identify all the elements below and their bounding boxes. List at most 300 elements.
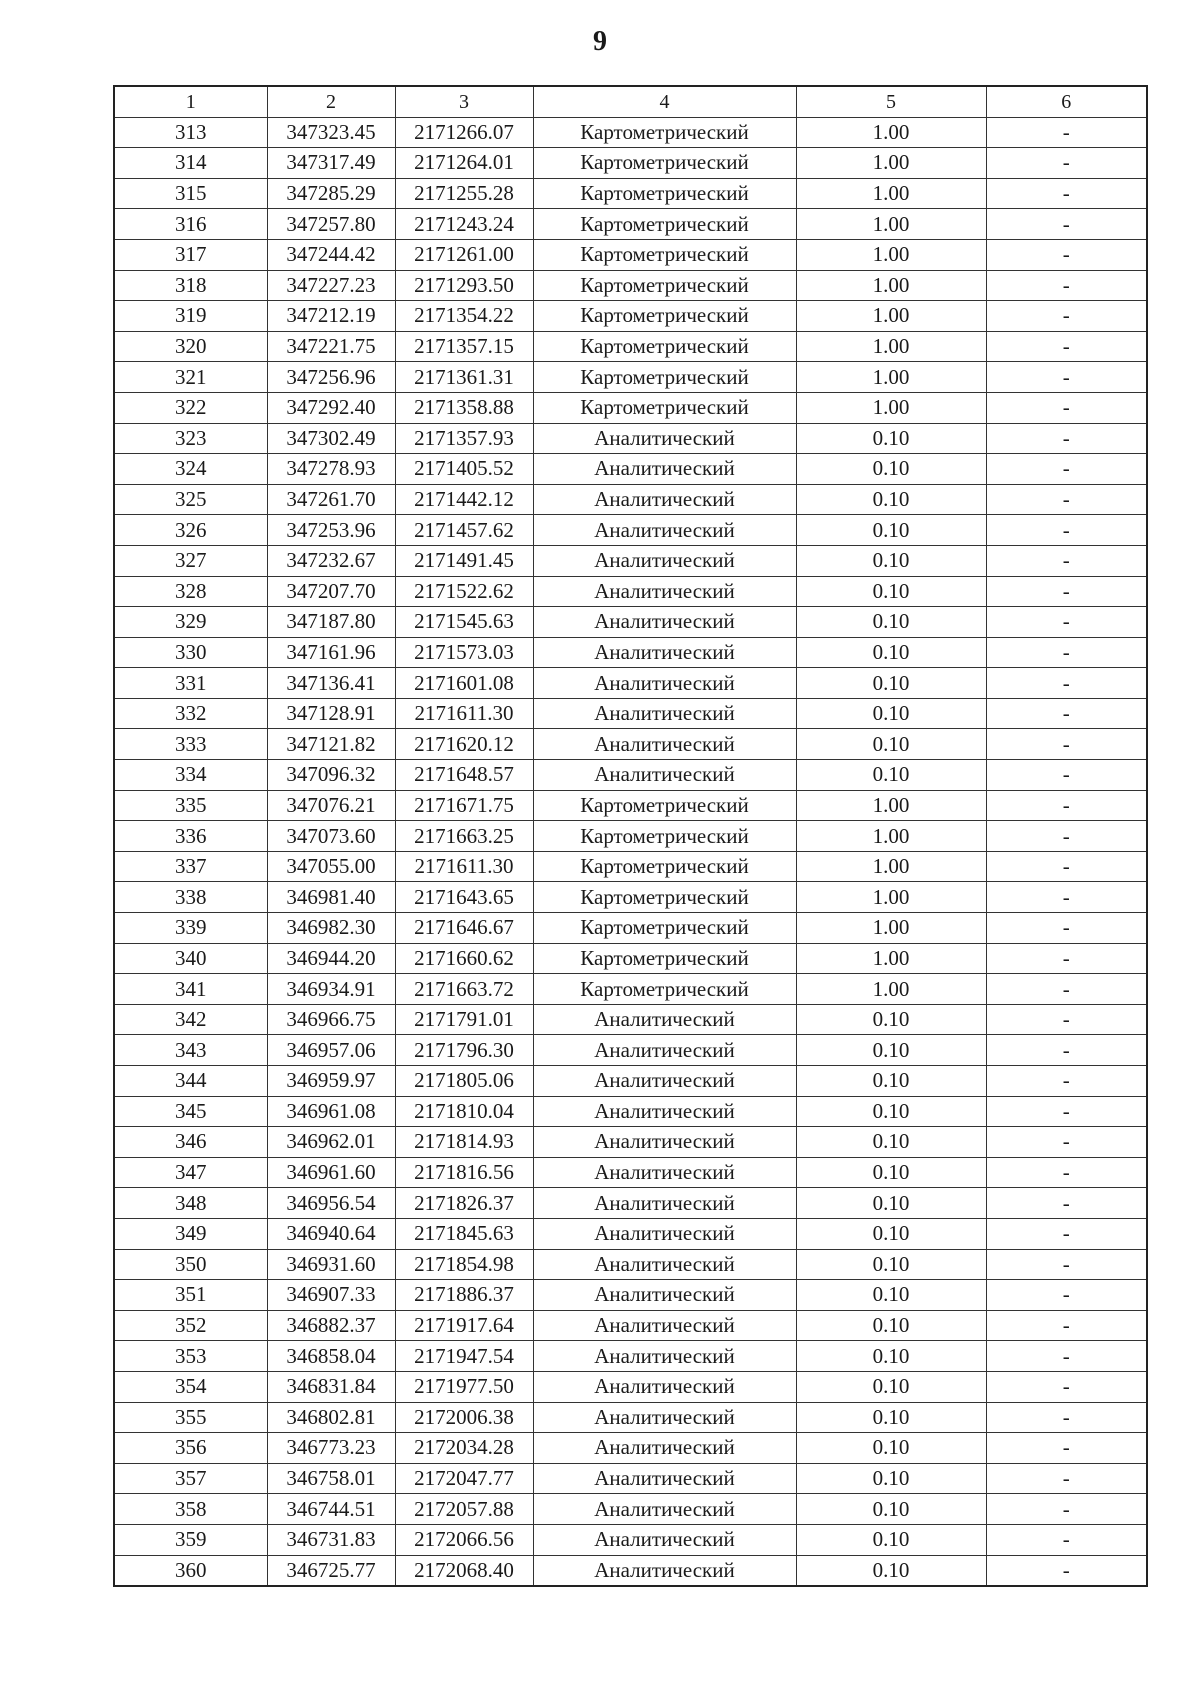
y-coordinate-cell: 2172034.28 — [395, 1433, 533, 1464]
x-coordinate-cell: 347076.21 — [267, 790, 395, 821]
method-cell: Картометрический — [533, 331, 796, 362]
accuracy-cell: 0.10 — [796, 1524, 986, 1555]
description-cell: - — [986, 1280, 1147, 1311]
method-cell: Аналитический — [533, 1463, 796, 1494]
x-coordinate-cell: 347212.19 — [267, 301, 395, 332]
x-coordinate-cell: 347278.93 — [267, 454, 395, 485]
accuracy-cell: 0.10 — [796, 1402, 986, 1433]
point-number-cell: 348 — [114, 1188, 267, 1219]
point-number-cell: 350 — [114, 1249, 267, 1280]
description-cell: - — [986, 698, 1147, 729]
x-coordinate-cell: 347244.42 — [267, 239, 395, 270]
x-coordinate-cell: 347285.29 — [267, 178, 395, 209]
accuracy-cell: 1.00 — [796, 239, 986, 270]
x-coordinate-cell: 347136.41 — [267, 668, 395, 699]
x-coordinate-cell: 346907.33 — [267, 1280, 395, 1311]
accuracy-cell: 0.10 — [796, 1433, 986, 1464]
accuracy-cell: 0.10 — [796, 1066, 986, 1097]
accuracy-cell: 0.10 — [796, 668, 986, 699]
table-row — [114, 1066, 1147, 1097]
accuracy-cell: 1.00 — [796, 790, 986, 821]
accuracy-cell: 0.10 — [796, 1494, 986, 1525]
table-row — [114, 943, 1147, 974]
accuracy-cell: 1.00 — [796, 362, 986, 393]
description-cell: - — [986, 1371, 1147, 1402]
y-coordinate-cell: 2171791.01 — [395, 1004, 533, 1035]
coordinates-table — [113, 85, 1148, 1587]
y-coordinate-cell: 2171648.57 — [395, 760, 533, 791]
column-header: 3 — [395, 86, 533, 117]
x-coordinate-cell: 347256.96 — [267, 362, 395, 393]
y-coordinate-cell: 2171620.12 — [395, 729, 533, 760]
point-number-cell: 319 — [114, 301, 267, 332]
description-cell: - — [986, 1188, 1147, 1219]
description-cell: - — [986, 882, 1147, 913]
table-row — [114, 239, 1147, 270]
y-coordinate-cell: 2171261.00 — [395, 239, 533, 270]
accuracy-cell: 0.10 — [796, 1463, 986, 1494]
description-cell: - — [986, 454, 1147, 485]
description-cell: - — [986, 913, 1147, 944]
method-cell: Аналитический — [533, 515, 796, 546]
x-coordinate-cell: 346966.75 — [267, 1004, 395, 1035]
method-cell: Картометрический — [533, 974, 796, 1005]
accuracy-cell: 1.00 — [796, 392, 986, 423]
table-row — [114, 1371, 1147, 1402]
y-coordinate-cell: 2171816.56 — [395, 1157, 533, 1188]
accuracy-cell: 0.10 — [796, 1004, 986, 1035]
y-coordinate-cell: 2171522.62 — [395, 576, 533, 607]
table-row — [114, 1249, 1147, 1280]
y-coordinate-cell: 2171611.30 — [395, 698, 533, 729]
x-coordinate-cell: 347121.82 — [267, 729, 395, 760]
x-coordinate-cell: 347221.75 — [267, 331, 395, 362]
x-coordinate-cell: 346940.64 — [267, 1218, 395, 1249]
column-header: 4 — [533, 86, 796, 117]
point-number-cell: 358 — [114, 1494, 267, 1525]
description-cell: - — [986, 1402, 1147, 1433]
y-coordinate-cell: 2172006.38 — [395, 1402, 533, 1433]
accuracy-cell: 1.00 — [796, 301, 986, 332]
y-coordinate-cell: 2171491.45 — [395, 545, 533, 576]
table-row — [114, 1096, 1147, 1127]
method-cell: Аналитический — [533, 729, 796, 760]
table-row — [114, 1188, 1147, 1219]
method-cell: Картометрический — [533, 882, 796, 913]
x-coordinate-cell: 346957.06 — [267, 1035, 395, 1066]
column-header: 5 — [796, 86, 986, 117]
table-row — [114, 1310, 1147, 1341]
point-number-cell: 314 — [114, 148, 267, 179]
method-cell: Аналитический — [533, 545, 796, 576]
description-cell: - — [986, 362, 1147, 393]
table-row — [114, 1555, 1147, 1586]
y-coordinate-cell: 2171646.67 — [395, 913, 533, 944]
description-cell: - — [986, 1066, 1147, 1097]
point-number-cell: 345 — [114, 1096, 267, 1127]
description-cell: - — [986, 760, 1147, 791]
table-row — [114, 1004, 1147, 1035]
y-coordinate-cell: 2171663.25 — [395, 821, 533, 852]
point-number-cell: 352 — [114, 1310, 267, 1341]
x-coordinate-cell: 346725.77 — [267, 1555, 395, 1586]
point-number-cell: 340 — [114, 943, 267, 974]
accuracy-cell: 0.10 — [796, 1127, 986, 1158]
accuracy-cell: 0.10 — [796, 607, 986, 638]
method-cell: Аналитический — [533, 423, 796, 454]
table-row — [114, 1280, 1147, 1311]
x-coordinate-cell: 346731.83 — [267, 1524, 395, 1555]
method-cell: Аналитический — [533, 1004, 796, 1035]
x-coordinate-cell: 346961.08 — [267, 1096, 395, 1127]
point-number-cell: 351 — [114, 1280, 267, 1311]
point-number-cell: 355 — [114, 1402, 267, 1433]
method-cell: Картометрический — [533, 943, 796, 974]
table-row — [114, 392, 1147, 423]
accuracy-cell: 1.00 — [796, 943, 986, 974]
description-cell: - — [986, 851, 1147, 882]
description-cell: - — [986, 1463, 1147, 1494]
accuracy-cell: 1.00 — [796, 178, 986, 209]
x-coordinate-cell: 347261.70 — [267, 484, 395, 515]
description-cell: - — [986, 790, 1147, 821]
y-coordinate-cell: 2171357.93 — [395, 423, 533, 454]
accuracy-cell: 1.00 — [796, 209, 986, 240]
description-cell: - — [986, 943, 1147, 974]
description-cell: - — [986, 239, 1147, 270]
table-body — [114, 117, 1147, 1586]
table-row — [114, 1127, 1147, 1158]
point-number-cell: 320 — [114, 331, 267, 362]
table-row — [114, 607, 1147, 638]
y-coordinate-cell: 2171457.62 — [395, 515, 533, 546]
x-coordinate-cell: 347257.80 — [267, 209, 395, 240]
y-coordinate-cell: 2172068.40 — [395, 1555, 533, 1586]
accuracy-cell: 0.10 — [796, 515, 986, 546]
point-number-cell: 337 — [114, 851, 267, 882]
accuracy-cell: 0.10 — [796, 1188, 986, 1219]
x-coordinate-cell: 346934.91 — [267, 974, 395, 1005]
table-row — [114, 423, 1147, 454]
point-number-cell: 333 — [114, 729, 267, 760]
description-cell: - — [986, 1494, 1147, 1525]
description-cell: - — [986, 607, 1147, 638]
accuracy-cell: 0.10 — [796, 454, 986, 485]
point-number-cell: 339 — [114, 913, 267, 944]
method-cell: Картометрический — [533, 790, 796, 821]
table-header-row — [114, 86, 1147, 117]
method-cell: Картометрический — [533, 913, 796, 944]
table-row — [114, 729, 1147, 760]
table-row — [114, 178, 1147, 209]
y-coordinate-cell: 2171977.50 — [395, 1371, 533, 1402]
x-coordinate-cell: 346802.81 — [267, 1402, 395, 1433]
description-cell: - — [986, 1524, 1147, 1555]
y-coordinate-cell: 2171545.63 — [395, 607, 533, 638]
point-number-cell: 332 — [114, 698, 267, 729]
method-cell: Картометрический — [533, 851, 796, 882]
x-coordinate-cell: 347187.80 — [267, 607, 395, 638]
point-number-cell: 359 — [114, 1524, 267, 1555]
y-coordinate-cell: 2171660.62 — [395, 943, 533, 974]
method-cell: Аналитический — [533, 1310, 796, 1341]
point-number-cell: 349 — [114, 1218, 267, 1249]
accuracy-cell: 1.00 — [796, 331, 986, 362]
accuracy-cell: 0.10 — [796, 1371, 986, 1402]
table-row — [114, 270, 1147, 301]
table-row — [114, 1341, 1147, 1372]
y-coordinate-cell: 2171947.54 — [395, 1341, 533, 1372]
accuracy-cell: 0.10 — [796, 1341, 986, 1372]
point-number-cell: 328 — [114, 576, 267, 607]
description-cell: - — [986, 1341, 1147, 1372]
table-row — [114, 1524, 1147, 1555]
x-coordinate-cell: 347317.49 — [267, 148, 395, 179]
description-cell: - — [986, 148, 1147, 179]
x-coordinate-cell: 346961.60 — [267, 1157, 395, 1188]
table-row — [114, 331, 1147, 362]
y-coordinate-cell: 2171358.88 — [395, 392, 533, 423]
description-cell: - — [986, 1004, 1147, 1035]
x-coordinate-cell: 347128.91 — [267, 698, 395, 729]
table-row — [114, 1433, 1147, 1464]
method-cell: Аналитический — [533, 1066, 796, 1097]
table-row — [114, 760, 1147, 791]
column-header: 6 — [986, 86, 1147, 117]
table-row — [114, 362, 1147, 393]
y-coordinate-cell: 2171854.98 — [395, 1249, 533, 1280]
method-cell: Картометрический — [533, 239, 796, 270]
y-coordinate-cell: 2171293.50 — [395, 270, 533, 301]
y-coordinate-cell: 2171814.93 — [395, 1127, 533, 1158]
description-cell: - — [986, 392, 1147, 423]
table-row — [114, 913, 1147, 944]
y-coordinate-cell: 2171255.28 — [395, 178, 533, 209]
method-cell: Аналитический — [533, 760, 796, 791]
method-cell: Аналитический — [533, 1127, 796, 1158]
method-cell: Аналитический — [533, 668, 796, 699]
accuracy-cell: 0.10 — [796, 698, 986, 729]
description-cell: - — [986, 974, 1147, 1005]
table-row — [114, 117, 1147, 148]
x-coordinate-cell: 347161.96 — [267, 637, 395, 668]
y-coordinate-cell: 2171264.01 — [395, 148, 533, 179]
y-coordinate-cell: 2171611.30 — [395, 851, 533, 882]
table-row — [114, 1463, 1147, 1494]
y-coordinate-cell: 2171663.72 — [395, 974, 533, 1005]
y-coordinate-cell: 2171845.63 — [395, 1218, 533, 1249]
method-cell: Аналитический — [533, 1280, 796, 1311]
description-cell: - — [986, 1433, 1147, 1464]
method-cell: Картометрический — [533, 821, 796, 852]
table-row — [114, 1218, 1147, 1249]
x-coordinate-cell: 346944.20 — [267, 943, 395, 974]
point-number-cell: 327 — [114, 545, 267, 576]
table-row — [114, 209, 1147, 240]
point-number-cell: 316 — [114, 209, 267, 240]
description-cell: - — [986, 576, 1147, 607]
accuracy-cell: 0.10 — [796, 545, 986, 576]
y-coordinate-cell: 2171671.75 — [395, 790, 533, 821]
x-coordinate-cell: 347073.60 — [267, 821, 395, 852]
method-cell: Аналитический — [533, 1218, 796, 1249]
x-coordinate-cell: 346981.40 — [267, 882, 395, 913]
x-coordinate-cell: 346931.60 — [267, 1249, 395, 1280]
x-coordinate-cell: 347302.49 — [267, 423, 395, 454]
x-coordinate-cell: 346831.84 — [267, 1371, 395, 1402]
y-coordinate-cell: 2171601.08 — [395, 668, 533, 699]
method-cell: Картометрический — [533, 209, 796, 240]
point-number-cell: 330 — [114, 637, 267, 668]
x-coordinate-cell: 347227.23 — [267, 270, 395, 301]
point-number-cell: 343 — [114, 1035, 267, 1066]
point-number-cell: 336 — [114, 821, 267, 852]
method-cell: Аналитический — [533, 1249, 796, 1280]
accuracy-cell: 1.00 — [796, 270, 986, 301]
description-cell: - — [986, 637, 1147, 668]
accuracy-cell: 0.10 — [796, 576, 986, 607]
accuracy-cell: 0.10 — [796, 423, 986, 454]
column-header: 2 — [267, 86, 395, 117]
point-number-cell: 323 — [114, 423, 267, 454]
y-coordinate-cell: 2171886.37 — [395, 1280, 533, 1311]
accuracy-cell: 0.10 — [796, 1035, 986, 1066]
table-row — [114, 1035, 1147, 1066]
y-coordinate-cell: 2172047.77 — [395, 1463, 533, 1494]
x-coordinate-cell: 346773.23 — [267, 1433, 395, 1464]
y-coordinate-cell: 2172066.56 — [395, 1524, 533, 1555]
description-cell: - — [986, 1555, 1147, 1586]
y-coordinate-cell: 2171361.31 — [395, 362, 533, 393]
x-coordinate-cell: 347096.32 — [267, 760, 395, 791]
method-cell: Аналитический — [533, 1188, 796, 1219]
description-cell: - — [986, 515, 1147, 546]
table-row — [114, 1157, 1147, 1188]
point-number-cell: 338 — [114, 882, 267, 913]
x-coordinate-cell: 347207.70 — [267, 576, 395, 607]
method-cell: Аналитический — [533, 1494, 796, 1525]
y-coordinate-cell: 2171405.52 — [395, 454, 533, 485]
x-coordinate-cell: 347323.45 — [267, 117, 395, 148]
page-number: 9 — [593, 26, 607, 57]
point-number-cell: 335 — [114, 790, 267, 821]
table-row — [114, 882, 1147, 913]
description-cell: - — [986, 1096, 1147, 1127]
point-number-cell: 357 — [114, 1463, 267, 1494]
method-cell: Аналитический — [533, 576, 796, 607]
description-cell: - — [986, 301, 1147, 332]
table-row — [114, 301, 1147, 332]
point-number-cell: 326 — [114, 515, 267, 546]
x-coordinate-cell: 346882.37 — [267, 1310, 395, 1341]
method-cell: Аналитический — [533, 1555, 796, 1586]
table-row — [114, 790, 1147, 821]
y-coordinate-cell: 2171810.04 — [395, 1096, 533, 1127]
point-number-cell: 315 — [114, 178, 267, 209]
point-number-cell: 331 — [114, 668, 267, 699]
y-coordinate-cell: 2171917.64 — [395, 1310, 533, 1341]
accuracy-cell: 0.10 — [796, 484, 986, 515]
point-number-cell: 329 — [114, 607, 267, 638]
accuracy-cell: 0.10 — [796, 1096, 986, 1127]
method-cell: Аналитический — [533, 1433, 796, 1464]
description-cell: - — [986, 178, 1147, 209]
y-coordinate-cell: 2171796.30 — [395, 1035, 533, 1066]
y-coordinate-cell: 2171266.07 — [395, 117, 533, 148]
y-coordinate-cell: 2171243.24 — [395, 209, 533, 240]
table-row — [114, 821, 1147, 852]
accuracy-cell: 0.10 — [796, 637, 986, 668]
method-cell: Картометрический — [533, 362, 796, 393]
description-cell: - — [986, 1035, 1147, 1066]
table-row — [114, 576, 1147, 607]
table-row — [114, 1402, 1147, 1433]
point-number-cell: 341 — [114, 974, 267, 1005]
description-cell: - — [986, 545, 1147, 576]
point-number-cell: 360 — [114, 1555, 267, 1586]
x-coordinate-cell: 346744.51 — [267, 1494, 395, 1525]
table-row — [114, 454, 1147, 485]
method-cell: Аналитический — [533, 1371, 796, 1402]
point-number-cell: 313 — [114, 117, 267, 148]
accuracy-cell: 1.00 — [796, 148, 986, 179]
point-number-cell: 354 — [114, 1371, 267, 1402]
description-cell: - — [986, 270, 1147, 301]
description-cell: - — [986, 117, 1147, 148]
accuracy-cell: 0.10 — [796, 1157, 986, 1188]
point-number-cell: 324 — [114, 454, 267, 485]
description-cell: - — [986, 1127, 1147, 1158]
description-cell: - — [986, 209, 1147, 240]
table-row — [114, 515, 1147, 546]
method-cell: Аналитический — [533, 607, 796, 638]
table-row — [114, 698, 1147, 729]
point-number-cell: 334 — [114, 760, 267, 791]
method-cell: Аналитический — [533, 1524, 796, 1555]
x-coordinate-cell: 347253.96 — [267, 515, 395, 546]
description-cell: - — [986, 729, 1147, 760]
point-number-cell: 325 — [114, 484, 267, 515]
x-coordinate-cell: 347232.67 — [267, 545, 395, 576]
point-number-cell: 344 — [114, 1066, 267, 1097]
method-cell: Аналитический — [533, 698, 796, 729]
method-cell: Картометрический — [533, 270, 796, 301]
method-cell: Аналитический — [533, 1341, 796, 1372]
accuracy-cell: 0.10 — [796, 1218, 986, 1249]
description-cell: - — [986, 484, 1147, 515]
accuracy-cell: 0.10 — [796, 729, 986, 760]
description-cell: - — [986, 423, 1147, 454]
accuracy-cell: 1.00 — [796, 974, 986, 1005]
accuracy-cell: 1.00 — [796, 117, 986, 148]
x-coordinate-cell: 346956.54 — [267, 1188, 395, 1219]
accuracy-cell: 0.10 — [796, 1280, 986, 1311]
method-cell: Аналитический — [533, 1035, 796, 1066]
method-cell: Аналитический — [533, 1402, 796, 1433]
y-coordinate-cell: 2171805.06 — [395, 1066, 533, 1097]
method-cell: Картометрический — [533, 117, 796, 148]
method-cell: Картометрический — [533, 178, 796, 209]
point-number-cell: 346 — [114, 1127, 267, 1158]
y-coordinate-cell: 2171826.37 — [395, 1188, 533, 1219]
description-cell: - — [986, 668, 1147, 699]
method-cell: Картометрический — [533, 392, 796, 423]
accuracy-cell: 1.00 — [796, 821, 986, 852]
description-cell: - — [986, 331, 1147, 362]
description-cell: - — [986, 1157, 1147, 1188]
x-coordinate-cell: 346982.30 — [267, 913, 395, 944]
table-row — [114, 668, 1147, 699]
